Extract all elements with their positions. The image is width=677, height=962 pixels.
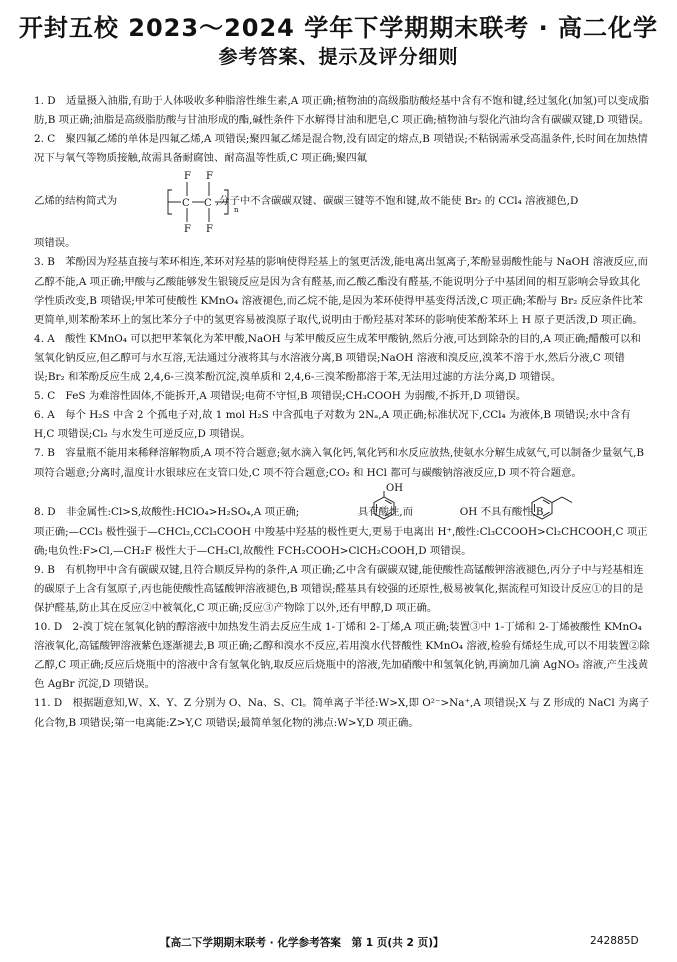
answer-10: 10. D 2-溴丁烷在氢氧化钠的醇溶液中加热发生消去反应生成 1-丁烯和 2-丁烯,A 项正确;装置③中 1-丁烯和 2-丁烯被酸性 KMnO₄ 溶液氧化,高锰酸钾溶液紫色逐渐褪去,B 项正确;乙醇和溴水不反应,若用溴水代替酸性 KMnO₄ 溶液,检验有烯烃生成,可以不用装置②除乙醇,C 项正确;反应后烧瓶中的溶液中含有氢氧化钠,取反应后烧瓶中的溶液,先加硝酸中和氢氧化钠,再滴加几滴 AgNO₃ 溶液,产生浅黄色 AgBr 沉淀,D 项错误。 [34, 621, 650, 691]
answer-6: 6. A 每个 H₂S 中含 2 个孤电子对,故 1 mol H₂S 中含孤电子对数为 2Nₐ,A 项正确;标准状况下,CCl₄ 为液体,B 项错误;水中含有 H,C 项错误;Cl₂ 与水发生可逆反应,D 项错误。 [34, 409, 631, 441]
ptfe-f-bottom-right: F [206, 224, 213, 235]
answer-8-mid: 具有酸性,而 [357, 505, 414, 518]
answer-9: 9. B 有机物甲中含有碳碳双键,且符合顺反异构的条件,A 项正确;乙中含有碳碳双键,能使酸性高锰酸钾溶液褪色,丙分子中与羟基相连的碳原子上含有氢原子,丙也能使酸性高锰酸钾溶液褪色,B 项错误;醛基具有较强的还原性,极易被氧化,据流程可知设计反应①的目的是保护醛基,防止其在反应②中被氧化,C 项正确;反应③产物除丁以外,还有甲醇,D 项正确。 [34, 563, 644, 614]
ptfe-f-top-left: F [184, 171, 191, 183]
answer-2-structure-suffix: ,分子中不含碳碳双键、碳碳三键等不饱和键,故不能使 Br₂ 的 CCl₄ 溶液褪色,D [215, 195, 579, 208]
footer-code: 242885D [590, 935, 639, 947]
answer-8-structure-row [34, 483, 650, 523]
ptfe-c-right: C [204, 198, 212, 210]
answer-8-suffix: OH 不具有酸性,B [459, 505, 544, 518]
answer-2: 2. C 聚四氟乙烯的单体是四氟乙烯,A 项错误;聚四氟乙烯是混合物,没有固定的熔点,B 项错误;不粘锅需承受高温条件,长时间在加热情况下与氧气等物质接触,故需具备耐腐蚀、耐高温等性质,C 项正确;聚四氟 [34, 133, 648, 165]
footer-label: 【高二下学期期末联考 · 化学参考答案 第 1 页(共 2 页)】 [160, 937, 444, 949]
answer-7: 7. B 容量瓶不能用来稀释溶解物质,A 项不符合题意;氨水滴入氧化钙,氧化钙和水反应放热,使氨水分解生成氨气,可以制备少量氨气,B 项符合题意;分离时,温度计水银球应在支管口处,C 项不符合题意;CO₂ 和 HCl 都可与碳酸钠溶液反应,D 项不符合题意。 [34, 447, 645, 479]
benzyl-alcohol-structure-diagram [530, 483, 574, 523]
answer-list [34, 92, 650, 733]
answer-8-line [34, 503, 544, 522]
answer-2-structure-prefix: 乙烯的结构简式为 [34, 195, 118, 208]
ptfe-f-top-right: F [206, 171, 213, 183]
answer-5: 5. C FeS 为难溶性固体,不能拆开,A 项错误;电荷不守恒,B 项错误;CH₃COOH 为弱酸,不拆开,D 项错误。 [34, 390, 527, 403]
phenol-structure-diagram [368, 483, 408, 523]
ptfe-f-bottom-left: F [184, 224, 191, 235]
answer-1: 1. D 适量摄入油脂,有助于人体吸收多种脂溶性维生素,A 项正确;植物油的高级脂肪酸烃基中含有不饱和键,经过氢化(加氢)可以变成脂肪,B 项正确;油脂是高级脂肪酸与甘油形成的酯,碱性条件下水解得甘油和肥皂,C 项正确;植物油与裂化汽油均含有碳碳双键,D 项错误。 [34, 95, 650, 127]
answer-2-end: 项错误。 [34, 237, 76, 250]
answer-2-structure-row [34, 168, 650, 234]
page-title: 开封五校 2023～2024 学年下学期期末联考 · 高二化学 [18, 14, 659, 42]
phenol-oh-label: OH [386, 482, 403, 494]
page-subtitle: 参考答案、提示及评分细则 [218, 46, 459, 68]
ptfe-c-left: C [182, 198, 190, 210]
answer-8-continued: 项正确;—CCl₃ 极性强于—CHCl₂,CCl₃COOH 中羧基中羟基的极性更大,更易于电离出 H⁺,酸性:Cl₃CCOOH>Cl₂CHCOOH,C 项正确;电负性:F>Cl,—CH₂F 极性大于—CH₂Cl,故酸性 FCH₂COOH>ClCH₂COOH,D 项错误。 [34, 525, 648, 557]
ptfe-structure-diagram [154, 168, 246, 234]
ptfe-subscript-n: n [234, 206, 239, 215]
answer-8-prefix: 8. D 非金属性:Cl>S,故酸性:HClO₄>H₂SO₄,A 项正确; [34, 505, 300, 518]
answer-11: 11. D 根据题意知,W、X、Y、Z 分别为 O、Na、S、Cl。简单离子半径:W>X,即 O²⁻>Na⁺,A 项错误;X 与 Z 形成的 NaCl 为离子化合物,B 项错误;第一电离能:Z>Y,C 项错误;最简单氢化物的沸点:W>Y,D 项正确。 [34, 697, 650, 729]
answer-4: 4. A 酸性 KMnO₄ 可以把甲苯氧化为苯甲酸,NaOH 与苯甲酸反应生成苯甲酸钠,然后分液,可达到除杂的目的,A 项正确;醋酸可以和氢氧化钠反应,但乙醇可与水互溶,无法通过分液将其与水溶液分离,B 项错误;NaOH 溶液和溴反应,溴苯不溶于水,然后分液,C 项错误;Br₂ 和苯酚反应生成 2,4,6-三溴苯酚沉淀,溴单质和 2,4,6-三溴苯酚都溶于苯,无法用过滤的方法分离,D 项错误。 [34, 332, 641, 384]
answer-2-structure-text [34, 192, 578, 211]
answer-3: 3. B 苯酚因为羟基直接与苯环相连,苯环对羟基的影响使得羟基上的氢更活泼,能电离出氢离子,苯酚显弱酸性能与 NaOH 溶液反应,而乙醇不能,A 项正确;甲酸与乙酸能够发生银镜反应是因为含有醛基,而乙酸乙酯没有醛基,不能说明分子中基团间的相互影响会导致其化学性质改变,B 项错误;甲苯可使酸性 KMnO₄ 溶液褪色,而乙烷不能,是因为苯环使得甲基变得活泼,C 项正确;苯酚与 Br₂ 反应条件比苯更简单,则苯酚苯环上的氢比苯分子中的氢更容易被溴原子取代,说明由于酚羟基对苯环的影响使苯酚苯环上 H 原子更活泼,D 项正确。 [34, 256, 648, 326]
